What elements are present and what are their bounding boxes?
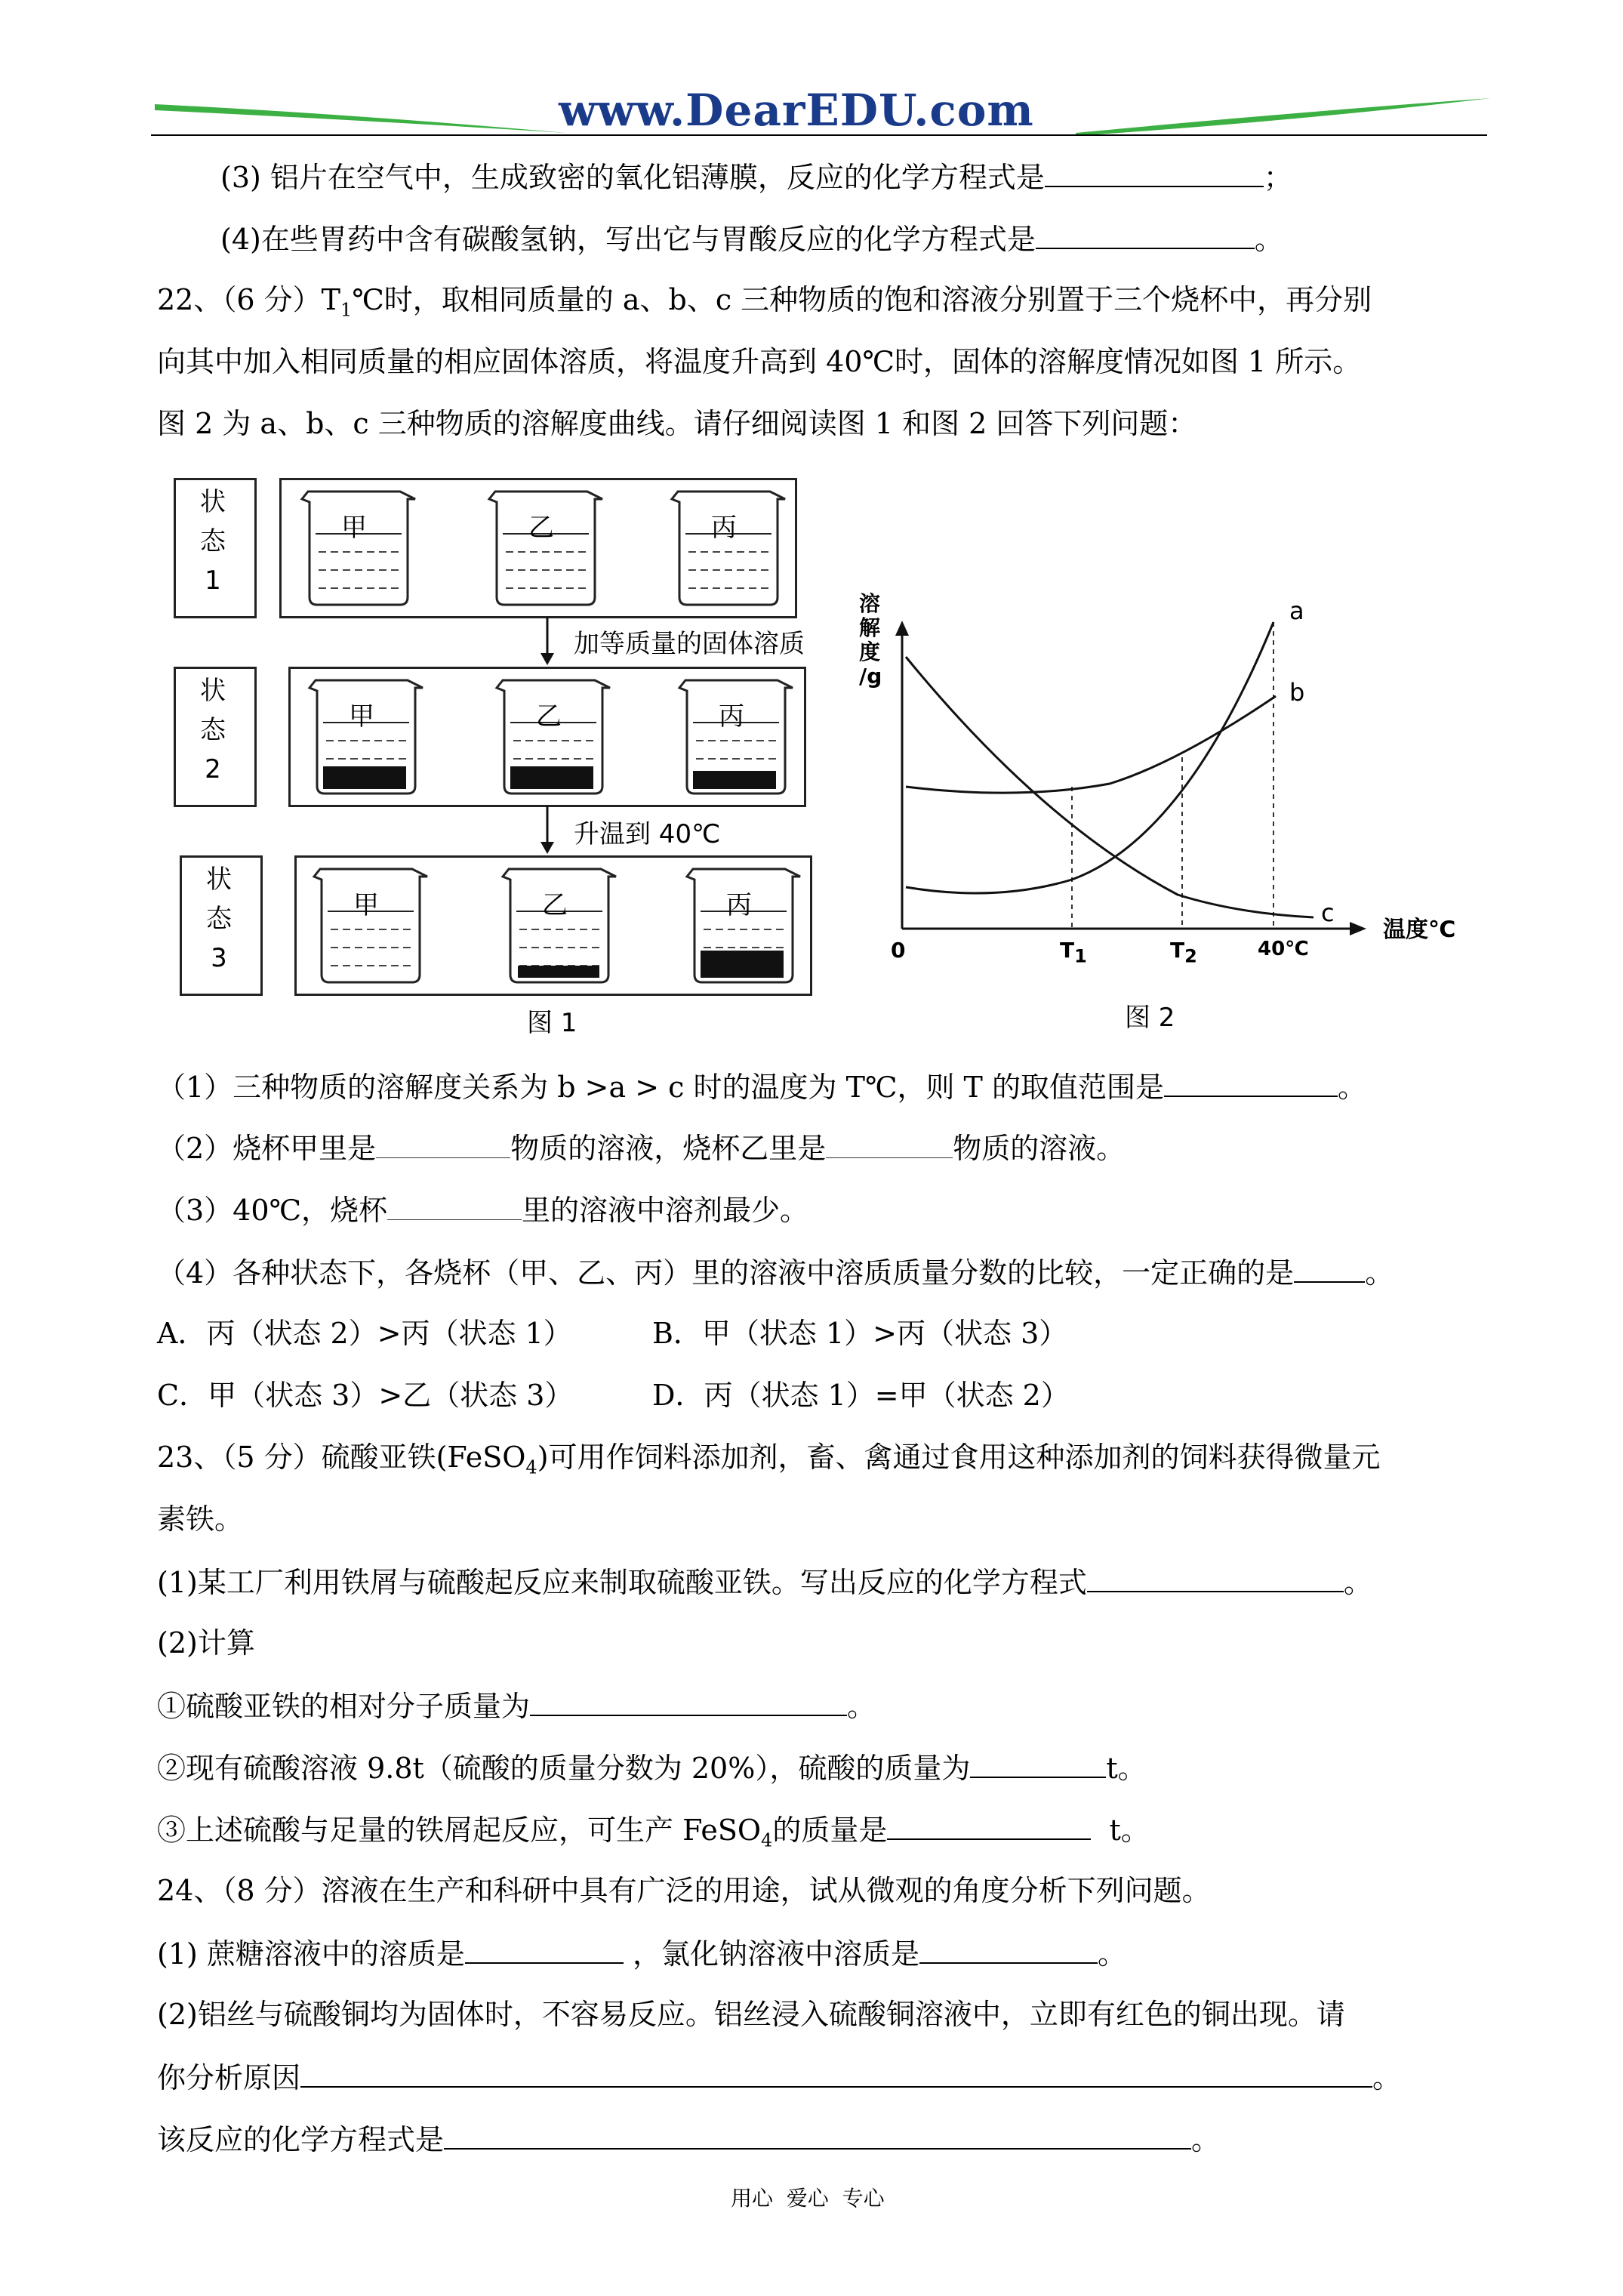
q22-part2: （2）烧杯甲里是 物质的溶液，烧杯乙里是 物质的溶液。 bbox=[157, 1132, 1126, 1165]
curve-c bbox=[906, 657, 1313, 917]
site-logo: www.DearEDU.com bbox=[559, 85, 1034, 136]
q22-stem-line3: 图 2 为 a、b、c 三种物质的溶解度曲线。请仔细阅读图 1 和图 2 回答下列问题： bbox=[157, 407, 1197, 440]
q21-item3: (3) 铝片在空气中，生成致密的氧化铝薄膜，反应的化学方程式是 ； bbox=[220, 159, 1292, 195]
header-rule bbox=[151, 134, 1487, 136]
answer-blank[interactable] bbox=[530, 1687, 847, 1716]
q24-part2-line1: (2)铝丝与硫酸铜均为固体时，不容易反应。铝丝浸入硫酸铜溶液中，立即有红色的铜出现。请 bbox=[157, 1998, 1345, 2031]
beaker-label-bing: 丙 bbox=[719, 701, 744, 732]
answer-blank[interactable] bbox=[970, 1749, 1106, 1778]
q23-part2: (2)计算 bbox=[157, 1626, 255, 1660]
beaker-label-jia: 甲 bbox=[341, 513, 367, 543]
curve-b bbox=[906, 696, 1276, 793]
figure-1-caption: 图 1 bbox=[527, 1008, 577, 1038]
figure-2-caption: 图 2 bbox=[1125, 1003, 1175, 1033]
beaker-label-yi: 乙 bbox=[542, 890, 568, 920]
answer-blank[interactable] bbox=[1294, 1254, 1365, 1283]
arrow-label-add-solute: 加等质量的固体溶质 bbox=[574, 629, 805, 659]
beaker-label-bing: 丙 bbox=[726, 890, 752, 920]
answer-blank[interactable] bbox=[1164, 1068, 1338, 1097]
q22-option-b[interactable]: B．甲（状态 1）>丙（状态 3） bbox=[652, 1317, 1068, 1350]
state-label-1: 状 态 1 bbox=[200, 487, 226, 596]
q21-item4: (4)在些胃药中含有碳酸氢钠，写出它与胃酸反应的化学方程式是 。 bbox=[220, 220, 1283, 257]
q22-option-d[interactable]: D．丙（状态 1）=甲（状态 2） bbox=[652, 1379, 1070, 1412]
origin-label: 0 bbox=[891, 938, 906, 963]
beaker-label-bing: 丙 bbox=[711, 513, 737, 543]
answer-blank[interactable] bbox=[919, 1935, 1098, 1964]
q24-part2-line2: 你分析原因 。 bbox=[157, 2059, 1401, 2095]
series-label-b: b bbox=[1289, 678, 1305, 707]
tick-label-40c: 40℃ bbox=[1258, 938, 1309, 960]
q22-stem-line1: 22、（6 分）$T_1℃$时，取相同质量的 a、b、c 三种物质的饱和溶液分别置于三个烧杯中，再分别 bbox=[157, 283, 1372, 321]
header bbox=[151, 85, 1487, 142]
beaker-label-yi: 乙 bbox=[536, 701, 562, 732]
q23-calc2: ②现有硫酸溶液 9.8t（硫酸的质量分数为 20%），硫酸的质量为 t。 bbox=[157, 1749, 1147, 1786]
answer-blank[interactable] bbox=[387, 1192, 522, 1220]
series-label-a: a bbox=[1289, 596, 1304, 625]
answer-blank[interactable] bbox=[465, 1935, 624, 1964]
page-footer: 用心 爱心 专心 bbox=[731, 2186, 885, 2211]
beaker-label-jia: 甲 bbox=[349, 701, 374, 732]
curve-a bbox=[906, 622, 1273, 893]
series-label-c: c bbox=[1321, 898, 1335, 927]
x-axis-label: 温度℃ bbox=[1383, 917, 1456, 943]
q22-option-a[interactable]: A．丙（状态 2）>丙（状态 1） bbox=[157, 1317, 572, 1350]
q22-part4: （4）各种状态下，各烧杯（甲、乙、丙）里的溶液中溶质质量分数的比较，一定正确的是 。 bbox=[157, 1254, 1394, 1290]
q22-part1: （1）三种物质的溶解度关系为 b >a > c 时的温度为 T℃，则 T 的取值范围是 。 bbox=[157, 1068, 1366, 1105]
state-label-3: 状 态 3 bbox=[206, 864, 232, 973]
state-label-2: 状 态 2 bbox=[200, 676, 226, 784]
q22-option-c[interactable]: C．甲（状态 3）>乙（状态 3） bbox=[157, 1379, 574, 1412]
answer-blank[interactable] bbox=[376, 1130, 510, 1158]
q22-stem-line2: 向其中加入相同质量的相应固体溶质，将温度升高到 40℃时，固体的溶解度情况如图 1 所示。 bbox=[157, 345, 1362, 378]
answer-blank[interactable] bbox=[1036, 220, 1255, 249]
tick-label-t2: $T_2$ bbox=[1170, 938, 1197, 967]
y-axis-label: 溶 解 度 /g bbox=[859, 591, 882, 689]
answer-blank[interactable] bbox=[300, 2059, 1372, 2088]
beaker-label-jia: 甲 bbox=[353, 890, 379, 920]
beakers-drawing bbox=[166, 472, 830, 1046]
figure-1 bbox=[166, 472, 830, 1046]
q24-part1: (1) 蔗糖溶液中的溶质是 ，氯化钠溶液中溶质是 。 bbox=[157, 1935, 1126, 1971]
q23-part1: (1)某工厂利用铁屑与硫酸起反应来制取硫酸亚铁。写出反应的化学方程式 。 bbox=[157, 1564, 1372, 1600]
figure-2 bbox=[845, 591, 1487, 1042]
answer-blank[interactable] bbox=[887, 1811, 1091, 1840]
answer-blank[interactable] bbox=[1045, 159, 1264, 187]
arrow-label-heat: 升温到 40℃ bbox=[574, 819, 721, 849]
answer-blank[interactable] bbox=[1087, 1564, 1344, 1592]
beaker-label-yi: 乙 bbox=[528, 513, 554, 543]
q23-calc1: ①硫酸亚铁的相对分子质量为 。 bbox=[157, 1687, 876, 1724]
answer-blank[interactable] bbox=[444, 2121, 1191, 2150]
q24-stem: 24、（8 分）溶液在生产和科研中具有广泛的用途，试从微观的角度分析下列问题。 bbox=[157, 1874, 1211, 1907]
tick-label-t1: $T_1$ bbox=[1060, 938, 1087, 967]
q23-calc3: ③上述硫酸与足量的铁屑起反应，可生产 FeSO$_4$的质量是 t。 bbox=[157, 1811, 1150, 1858]
q22-part3: （3）40℃，烧杯 里的溶液中溶剂最少。 bbox=[157, 1194, 809, 1227]
q23-stem-line2: 素铁。 bbox=[157, 1502, 244, 1536]
q24-part3: 该反应的化学方程式是 。 bbox=[157, 2121, 1220, 2157]
q23-stem-line1: 23、（5 分）硫酸亚铁(FeSO$_4$)可用作饲料添加剂，畜、禽通过食用这种添加剂的饲料获得微量元 bbox=[157, 1441, 1381, 1478]
answer-blank[interactable] bbox=[826, 1130, 953, 1158]
